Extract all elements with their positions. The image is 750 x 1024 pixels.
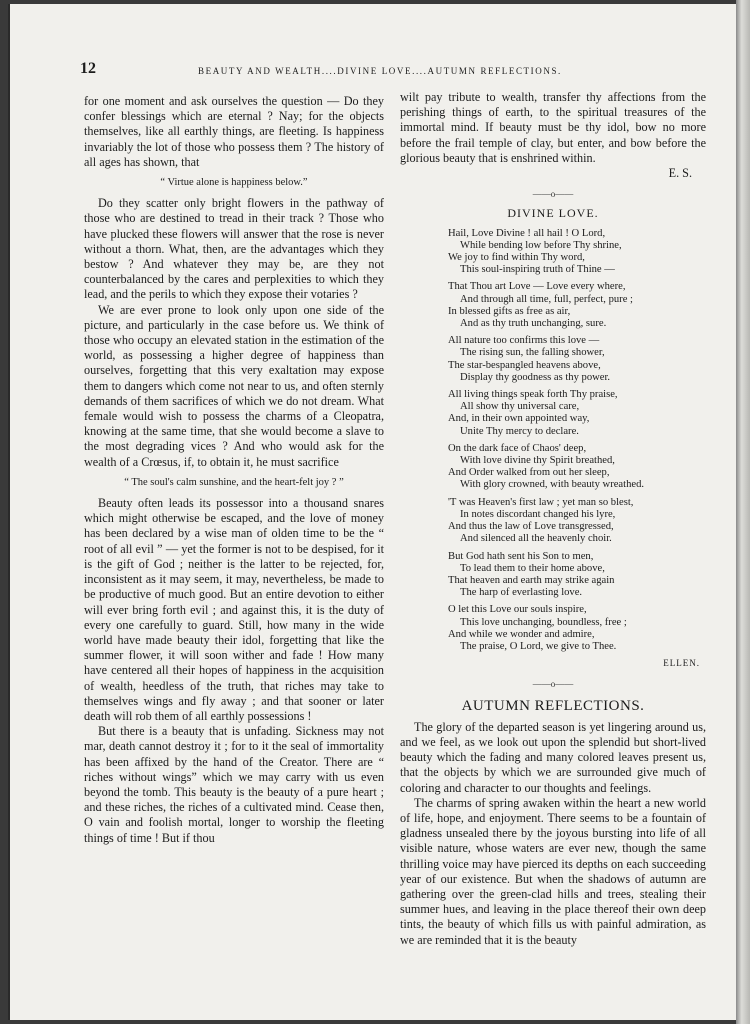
poem-line: And Order walked from out her sleep,	[448, 467, 610, 479]
poem-line: And thus the law of Love transgressed,	[448, 521, 614, 533]
paragraph: We are ever prone to look only upon one side of the picture, and particularly in the case before us. We think of those who occupy an elevated station in the estimation of the world, as possessing a higher degree of happiness than ourselves, forgetting that this very exaltation may expose them to dangers which come not near to us, and often sternly demands of them sacrifices of which we do not dream. What female would wish to possess the charms of a Cleopatra, knowing at the same time, that she would become a slave to the most degrading vices ? And who would ask for the wealth of a Crœsus, if, to obtain it, he must sacrifice	[84, 302, 384, 469]
poem-line: All nature too confirms this love —	[448, 335, 600, 347]
poem-line: To lead them to their home above,	[460, 562, 605, 574]
poem-line: That Thou art Love — Love every where,	[448, 281, 626, 293]
poem-line: O let this Love our souls inspire,	[448, 604, 587, 616]
paragraph: for one moment and ask ourselves the question — Do they confer blessings which are eternal ? Nay; for the objects themselves, like all earthly things, are fleeting. Is happiness invariably the lot of those who possess them ? The history of all ages has shown, that	[84, 94, 384, 169]
left-column	[84, 94, 384, 846]
poem-line: This love unchanging, boundless, free ;	[460, 616, 627, 628]
poem-line: With love divine thy Spirit breathed,	[460, 455, 615, 467]
running-title: BEAUTY AND WEALTH....DIVINE LOVE....AUTUMN REFLECTIONS.	[198, 66, 562, 76]
poem-line: And silenced all the heavenly choir.	[460, 533, 612, 545]
paragraph: Do they scatter only bright flowers in the pathway of those who are destined to tread in their track ? Those who have plucked these flowers will answer that the rose is never without a thorn. What, then, are the advantages which they bestow ? And whatever they may be, are they not counterbalanced by the cares and perplexities to which they lead, and the perils to which they expose their votaries ?	[84, 196, 384, 302]
paragraph: But there is a beauty that is unfading. Sickness may not mar, death cannot destroy it ; for to it the seal of immortality has been affixed by the hand of the Creator. There are “ riches without wings” which we may carry with us even beyond the tomb. This beauty is the beauty of a pure heart ; and these riches, the riches of a cultivated mind. Cease then, O vain and foolish mortal, longer to worship the fleeting things of time ! But if thou	[84, 724, 384, 845]
paragraph: wilt pay tribute to wealth, transfer thy affections from the perishing things of earth, to the spiritual treasures of the immortal mind. If beauty must be thy idol, bow no more before the frail temple of clay, but enter, and bow before the glorious beauty that is enshrined within.	[400, 90, 706, 165]
poem-line: In notes discordant changed his lyre,	[460, 508, 616, 520]
quotation: “ The soul's calm sunshine, and the heart-felt joy ? ”	[124, 476, 344, 488]
article-title: AUTUMN REFLECTIONS.	[461, 697, 645, 714]
poem-line: And as thy truth unchanging, sure.	[460, 318, 607, 330]
poem-line: We joy to find within Thy word,	[448, 252, 585, 264]
poem-line: The star-bespangled heavens above,	[448, 359, 601, 371]
poem-stanza	[448, 604, 706, 653]
poem-line: The harp of everlasting love.	[460, 587, 583, 599]
poem-stanza	[448, 281, 706, 330]
poem-line: The rising sun, the falling shower,	[460, 347, 605, 359]
poem-line: Hail, Love Divine ! all hail ! O Lord,	[448, 227, 606, 239]
poem-line: And, in their own appointed way,	[448, 413, 590, 425]
poem-stanza	[448, 551, 706, 600]
poem-line: While bending low before Thy shrine,	[460, 239, 622, 251]
poem-line: All living things speak forth Thy praise,	[448, 389, 618, 401]
right-column	[400, 90, 706, 948]
poem-stanza	[448, 389, 706, 438]
section-separator: ——o——	[532, 679, 574, 690]
page-number: 12	[80, 60, 96, 77]
poem-line: That heaven and earth may strike again	[448, 574, 615, 586]
page-edge-shadow	[736, 0, 750, 1024]
poem-line: Unite Thy mercy to declare.	[460, 425, 579, 437]
poem	[400, 228, 706, 654]
poem-stanza	[448, 228, 706, 277]
poem-line: And while we wonder and admire,	[448, 628, 595, 640]
poem-line: In blessed gifts as free as air,	[448, 305, 571, 317]
paragraph: Beauty often leads its possessor into a thousand snares which might otherwise be escaped, and the love of money has been declared by a wise man of olden time to be the “ root of all evil ” — yet the former is not to be despised, for it is the gift of God ; neither is the latter to be rejected, for, inconsistent as it may seem, it may, nevertheless, be made to be productive of much good. But an entire devotion to either will ever bring forth evil ; and against this, it is the duty of every one carefully to guard. Still, how many in the wide world have made beauty their idol, forgetting that like the summer flower, it will soon wither and fade ! How many have centered all their hopes of happiness in the acquisition of wealth, heedless of the truth, that riches may take to themselves wings and fly away ; and that sooner or later death will rob them of all earthly possessions !	[84, 496, 384, 723]
poem-line: This soul-inspiring truth of Thine —	[460, 264, 615, 276]
poem-signature: ELLEN.	[663, 658, 700, 669]
poem-stanza	[448, 335, 706, 384]
paragraph: The charms of spring awaken within the heart a new world of life, hope, and enjoyment. There seems to be a fountain of gladness unsealed there by the joyous bursting into life of all visible nature, whose waters are ever new, though the same thrilling voice may have pierced its depths on each succeeding year of our existence. But when the shadows of autumn are gathering over the green-clad hills and trees, stealing their summer hues, and leaving in the place thereof their own deep tints, the beauty of which fills us with painful admiration, as we are reminded that it is the beauty	[400, 795, 706, 947]
poem-line: All show thy universal care,	[460, 401, 580, 413]
poem-line: On the dark face of Chaos' deep,	[448, 442, 587, 454]
section-separator: ——o——	[532, 189, 574, 200]
quotation: “ Virtue alone is happiness below.”	[160, 177, 308, 189]
poem-line: And through all time, full, perfect, pure ;	[460, 293, 633, 305]
poem-line: 'T was Heaven's first law ; yet man so blest,	[448, 496, 634, 508]
author-signature: E. S.	[668, 166, 692, 181]
poem-stanza	[448, 497, 706, 546]
poem-line: The praise, O Lord, we give to Thee.	[460, 640, 617, 652]
running-header	[80, 60, 700, 80]
poem-stanza	[448, 443, 706, 492]
poem-title: DIVINE LOVE.	[507, 206, 599, 221]
paragraph: The glory of the departed season is yet lingering around us, and we feel, as we look out upon the splendid but short-lived beauty which the fading and many colored leaves present us, that the objects by which we are surrounded give much of coloring and character to our thoughts and feelings.	[400, 719, 706, 795]
poem-line: But God hath sent his Son to men,	[448, 550, 594, 562]
poem-line: With glory crowned, with beauty wreathed.	[460, 479, 645, 491]
poem-line: Display thy goodness as thy power.	[460, 371, 611, 383]
